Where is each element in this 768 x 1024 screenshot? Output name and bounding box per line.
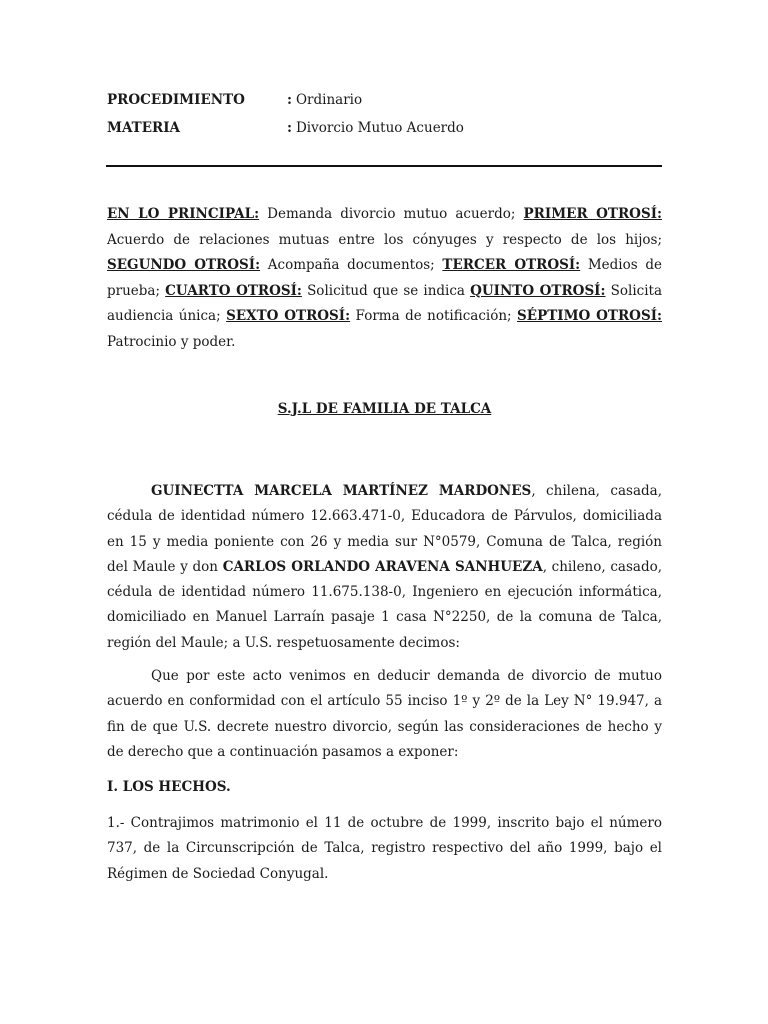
header-colon: :	[287, 120, 292, 136]
sexto-otrosi-text: Forma de notificación;	[350, 308, 518, 324]
header-label: MATERIA	[107, 120, 181, 136]
sexto-otrosi-label: SEXTO OTROSÍ:	[226, 308, 351, 324]
cuarto-otrosi-text: Solicitud que se indica	[301, 282, 471, 299]
party-name-1: GUINECTTA MARCELA MARTÍNEZ MARDONES	[151, 483, 532, 499]
party-name-2: CARLOS ORLANDO ARAVENA SANHUEZA	[222, 558, 543, 575]
header-value: Ordinario	[295, 92, 363, 108]
header-value: Divorcio Mutuo Acuerdo	[295, 120, 464, 136]
quinto-otrosi-text: Solicita audiencia única;	[107, 282, 663, 324]
header-row-procedimiento	[107, 91, 362, 109]
intro-paragraph: Que por este acto venimos en deducir demanda de divorcio de mutuo acuerdo en conformidad con el artículo 55 inciso 1º y 2º de la Ley N° 19.947, a fin de que U.S. decrete nuestro divorcio, según las consideraciones de hecho y de derecho que a continuación pasamos a exponer:	[107, 668, 662, 760]
primer-otrosi-label: PRIMER OTROSÍ:	[523, 206, 662, 222]
segundo-otrosi-label: SEGUNDO OTROSÍ:	[107, 257, 261, 273]
court-heading: S.J.L DE FAMILIA DE TALCA	[277, 401, 492, 417]
quinto-otrosi-label: QUINTO OTROSÍ:	[470, 282, 606, 299]
summary-paragraph	[107, 202, 662, 355]
primer-otrosi-text: Acuerdo de relaciones mutuas entre los cónyuges y respecto de los hijos;	[107, 231, 662, 248]
principal-text: Demanda divorcio mutuo acuerdo;	[259, 206, 524, 222]
header-label: PROCEDIMIENTO	[107, 92, 245, 108]
parties-paragraph	[107, 479, 662, 656]
fact-paragraph-1: 1.- Contrajimos matrimonio el 11 de octubre de 1999, inscrito bajo el número 737, de la Circunscripción de Talca, registro respectivo del año 1999, bajo el Régimen de Sociedad Conyugal.	[107, 815, 662, 882]
tercer-otrosi-text: Medios de prueba;	[107, 257, 663, 299]
header-divider	[106, 165, 662, 167]
septimo-otrosi-label: SÉPTIMO OTROSÍ:	[517, 308, 662, 324]
cuarto-otrosi-label: CUARTO OTROSÍ:	[165, 282, 302, 299]
segundo-otrosi-text: Acompaña documentos;	[260, 257, 443, 273]
principal-label: EN LO PRINCIPAL:	[107, 206, 260, 222]
party-text-1: , chilena, casada, cédula de identidad número 12.663.471-0, Educadora de Párvulos, domiciliada en 15 y media poniente con 26 y media sur N°0579, Comuna de Talca, región del Maule y don	[107, 483, 662, 575]
header-row-materia	[107, 119, 464, 137]
party-text-2: , chileno, casado, cédula de identidad número 11.675.138-0, Ingeniero en ejecución informática, domiciliado en Manuel Larraín pasaje 1 casa N°2250, de la comuna de Talca, región del Maule; a U.S. respetuosamente decimos:	[107, 558, 663, 651]
septimo-otrosi-text: Patrocinio y poder.	[107, 333, 236, 350]
header-colon: :	[287, 92, 292, 108]
section-title: I. LOS HECHOS.	[107, 779, 231, 795]
tercer-otrosi-label: TERCER OTROSÍ:	[442, 257, 581, 273]
